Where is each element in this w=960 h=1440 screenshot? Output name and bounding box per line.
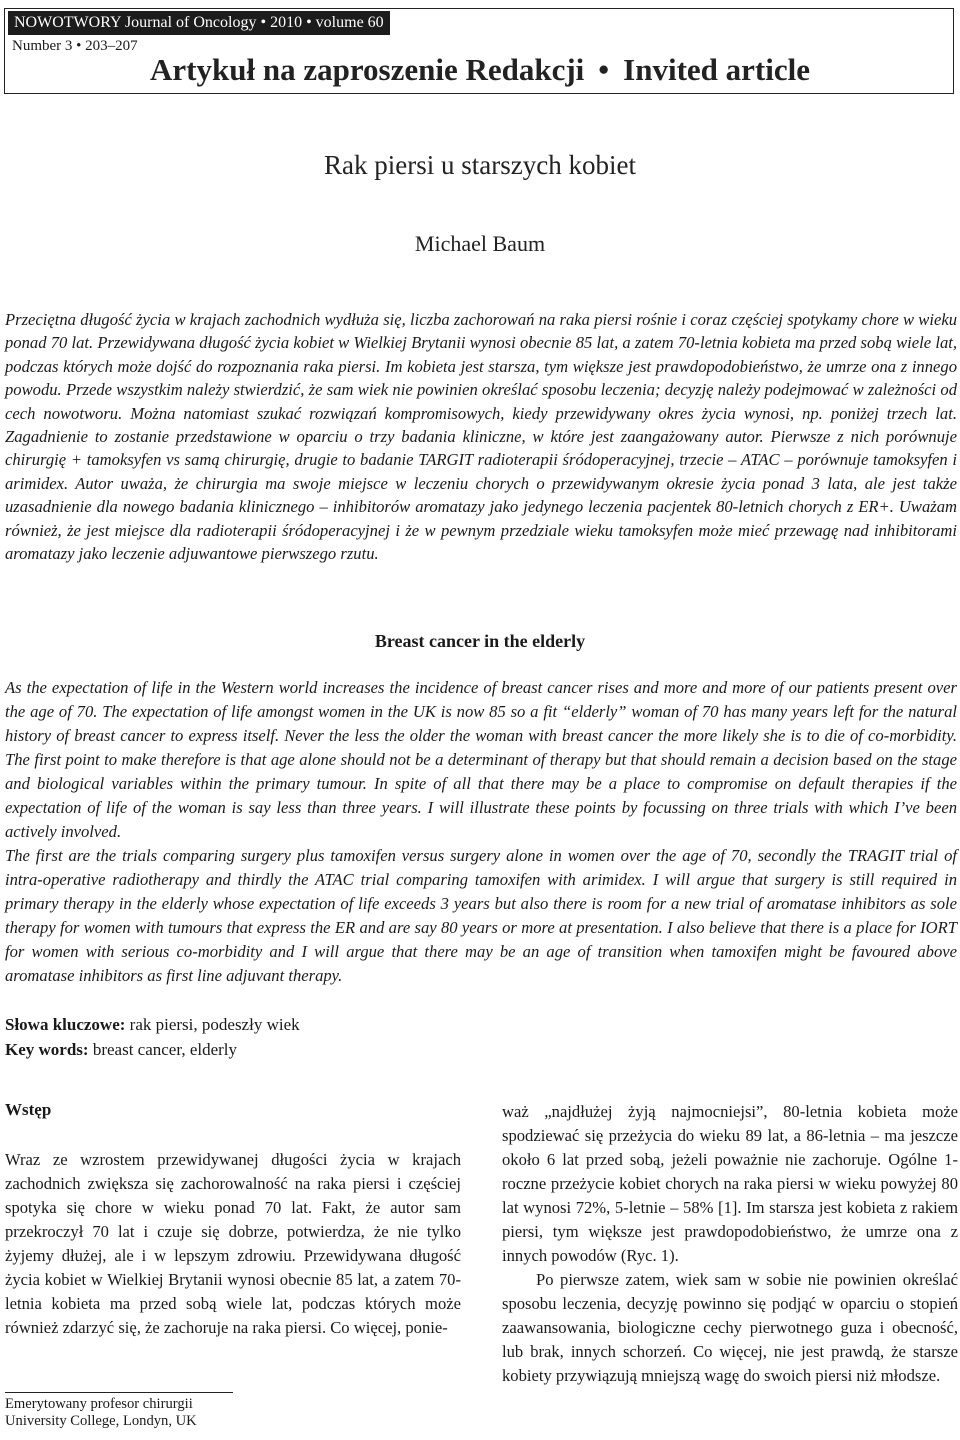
keywords-english: [5, 1040, 237, 1060]
keywords-polish-label: Słowa kluczowe:: [5, 1015, 126, 1034]
footnote-line-2: University College, Londyn, UK: [5, 1413, 197, 1429]
keywords-polish: [5, 1015, 300, 1035]
category-english: Invited article: [623, 52, 810, 87]
abstract-polish: Przeciętna długość życia w krajach zachodnich wydłuża się, liczba zachorowań na raka piersi rośnie i coraz częściej spotykamy chore w wieku ponad 70 lat. Przewidywana długość życia kobiet w Wielkiej Brytanii wynosi obecnie 85 lat, a zatem 70-letnia kobieta ma przed sobą wiele lat, podczas których może dojść do rozpoznania raka piersi. Im kobieta jest starsza, tym większe jest prawdopodobieństwo, że umrze ona z innego powodu. Przede wszystkim należy stwierdzić, że sam wiek nie powinien określać sposobu leczenia; decyzję należy podejmować w zależności od cech nowotworu. Można natomiast szukać rozwiązań kompromisowych, kiedy przewidywany okres życia wynosi, np. poniżej trzech lat. Zagadnienie to zostanie przedstawione w oparciu o trzy badania kliniczne, w które jest zaangażowany autor. Pierwsze z nich porównuje chirurgię + tamoksyfen vs samą chirurgię, drugie to badanie TARGIT radioterapii śródoperacyjnej, trzecie – ATAC – porównuje tamoksyfen i arimidex. Autor uważa, że chirurgia ma swoje miejsce w leczeniu chorych o przewidywanym okresie życia ponad 3 lata, ale jest także uzasadnienie dla nowego badania klinicznego – inhibitorów aromatazy jako jedynego leczenia pacjentek 80-letnich chorych z ER+. Uważam również, że jest miejsce dla radioterapii śródoperacyjnej i że w pewnym przedziale wieku tamoksyfen może mieć przewagę nad inhibitorami aromatazy jako leczenie adjuwantowe pierwszego rzutu.: [5, 310, 957, 564]
bullet-separator: •: [598, 52, 610, 87]
footnote-line-1: Emerytowany profesor chirurgii: [5, 1396, 193, 1412]
issue-pages: Number 3 • 203–207: [12, 38, 138, 54]
author-affiliation-footnote: [5, 1396, 197, 1430]
abstract-english-para-1: As the expectation of life in the Western world increases the incidence of breast cancer rises and more and more of our patients present over the age of 70. The expectation of life amongst women in the UK is now 85 so a fit “elderly” woman of 70 has many years left for the natural history of breast cancer to express itself. Never the less the older the woman with breast cancer the more likely she is to die of co-morbidity. The first point to make therefore is that age alone should not be a determinant of therapy but that should remain a decision based on the stage and biological variables within the primary tumour. In spite of all that there may be a place to compromise on default therapies if the expectation of life of the woman is say less than three years. I will illustrate these points by focussing on three trials with which I’ve been actively involved.: [5, 678, 957, 841]
article-category: [0, 52, 960, 88]
body-left-paragraph: Wraz ze wzrostem przewidywanej długości życia w krajach zachodnich zwiększa się zachorowalność na raka piersi i częściej spotyka się chore w wieku ponad 70 lat. Fakt, że autor sam przekroczył 70 lat i czuje się dobrze, potwierdza, że nie tylko żyjemy dłużej, ale i w lepszym zdrowiu. Przewidywana długość życia kobiet w Wielkiej Brytanii wynosi obecnie 85 lat, a zatem 70-letnia kobieta ma przed sobą wiele lat, podczas których może również zdarzyć się, że zachoruje na raka piersi. Co więcej, ponie-: [5, 1150, 461, 1337]
footnote-rule: [5, 1392, 233, 1393]
abstract-english-para-2: The first are the trials comparing surgery plus tamoxifen versus surgery alone in women over the age of 70, secondly the TRAGIT trial of intra-operative radiotherapy and thirdly the ATAC trial comparing tamoxifen with arimidex. I will argue that surgery is still required in primary therapy in the elderly whose expectation of life exceeds 3 years but also there is room for a new trial of aromatase inhibitors as sole therapy for women with tumours that express the ER and are say 80 years or more at presentation. I also believe that there is a place for IORT for women with serious co-morbidity and I will argue that there may be an age of transition when tamoxifen might be favoured above aromatase inhibitors as first line adjuvant therapy.: [5, 846, 957, 985]
body-column-left: [5, 1148, 461, 1340]
keywords-english-value: breast cancer, elderly: [88, 1040, 238, 1059]
english-title: Breast cancer in the elderly: [374, 631, 586, 651]
body-right-paragraph-1: waż „najdłużej żyją najmocniejsi”, 80-letnia kobieta może spodziewać się przeżycia do wieku 89 lat, a 86-letnia – ma jeszcze około 6 lat przed sobą, jeżeli poważnie nie zachoruje. Ogólne 1-roczne przeżycie kobiet chorych na raka piersi w wieku powyżej 80 lat wynosi 72%, 5-letnie – 58% [1]. Im starsza jest kobieta z rakiem piersi, tym większe jest prawdopodobieństwo, że umrze ona z innych powodów (Ryc. 1).: [502, 1102, 958, 1265]
keywords-polish-value: rak piersi, podeszły wiek: [125, 1015, 300, 1034]
section-heading-introduction: Wstęp: [5, 1100, 52, 1119]
abstract-english: [5, 676, 957, 988]
body-right-paragraph-2: Po pierwsze zatem, wiek sam w sobie nie powinien określać sposobu leczenia, decyzję powinno się podjąć w oparciu o stopień zaawansowania, biologiczne cechy pierwotnego guza i obecność, lub brak, innych schorzeń. Co więcej, nie jest prawdą, że starsze kobiety przywiązują mniejszą wagę do swoich piersi niż młodsze.: [502, 1270, 958, 1385]
journal-name-bar: NOWOTWORY Journal of Oncology • 2010 • volume 60: [8, 11, 390, 35]
keywords-english-label: Key words:: [5, 1040, 89, 1059]
article-title: Rak piersi u starszych kobiet: [324, 150, 636, 180]
author-name: Michael Baum: [414, 231, 546, 256]
category-polish: Artykuł na zaproszenie Redakcji: [150, 52, 585, 87]
body-column-right: [502, 1100, 958, 1388]
